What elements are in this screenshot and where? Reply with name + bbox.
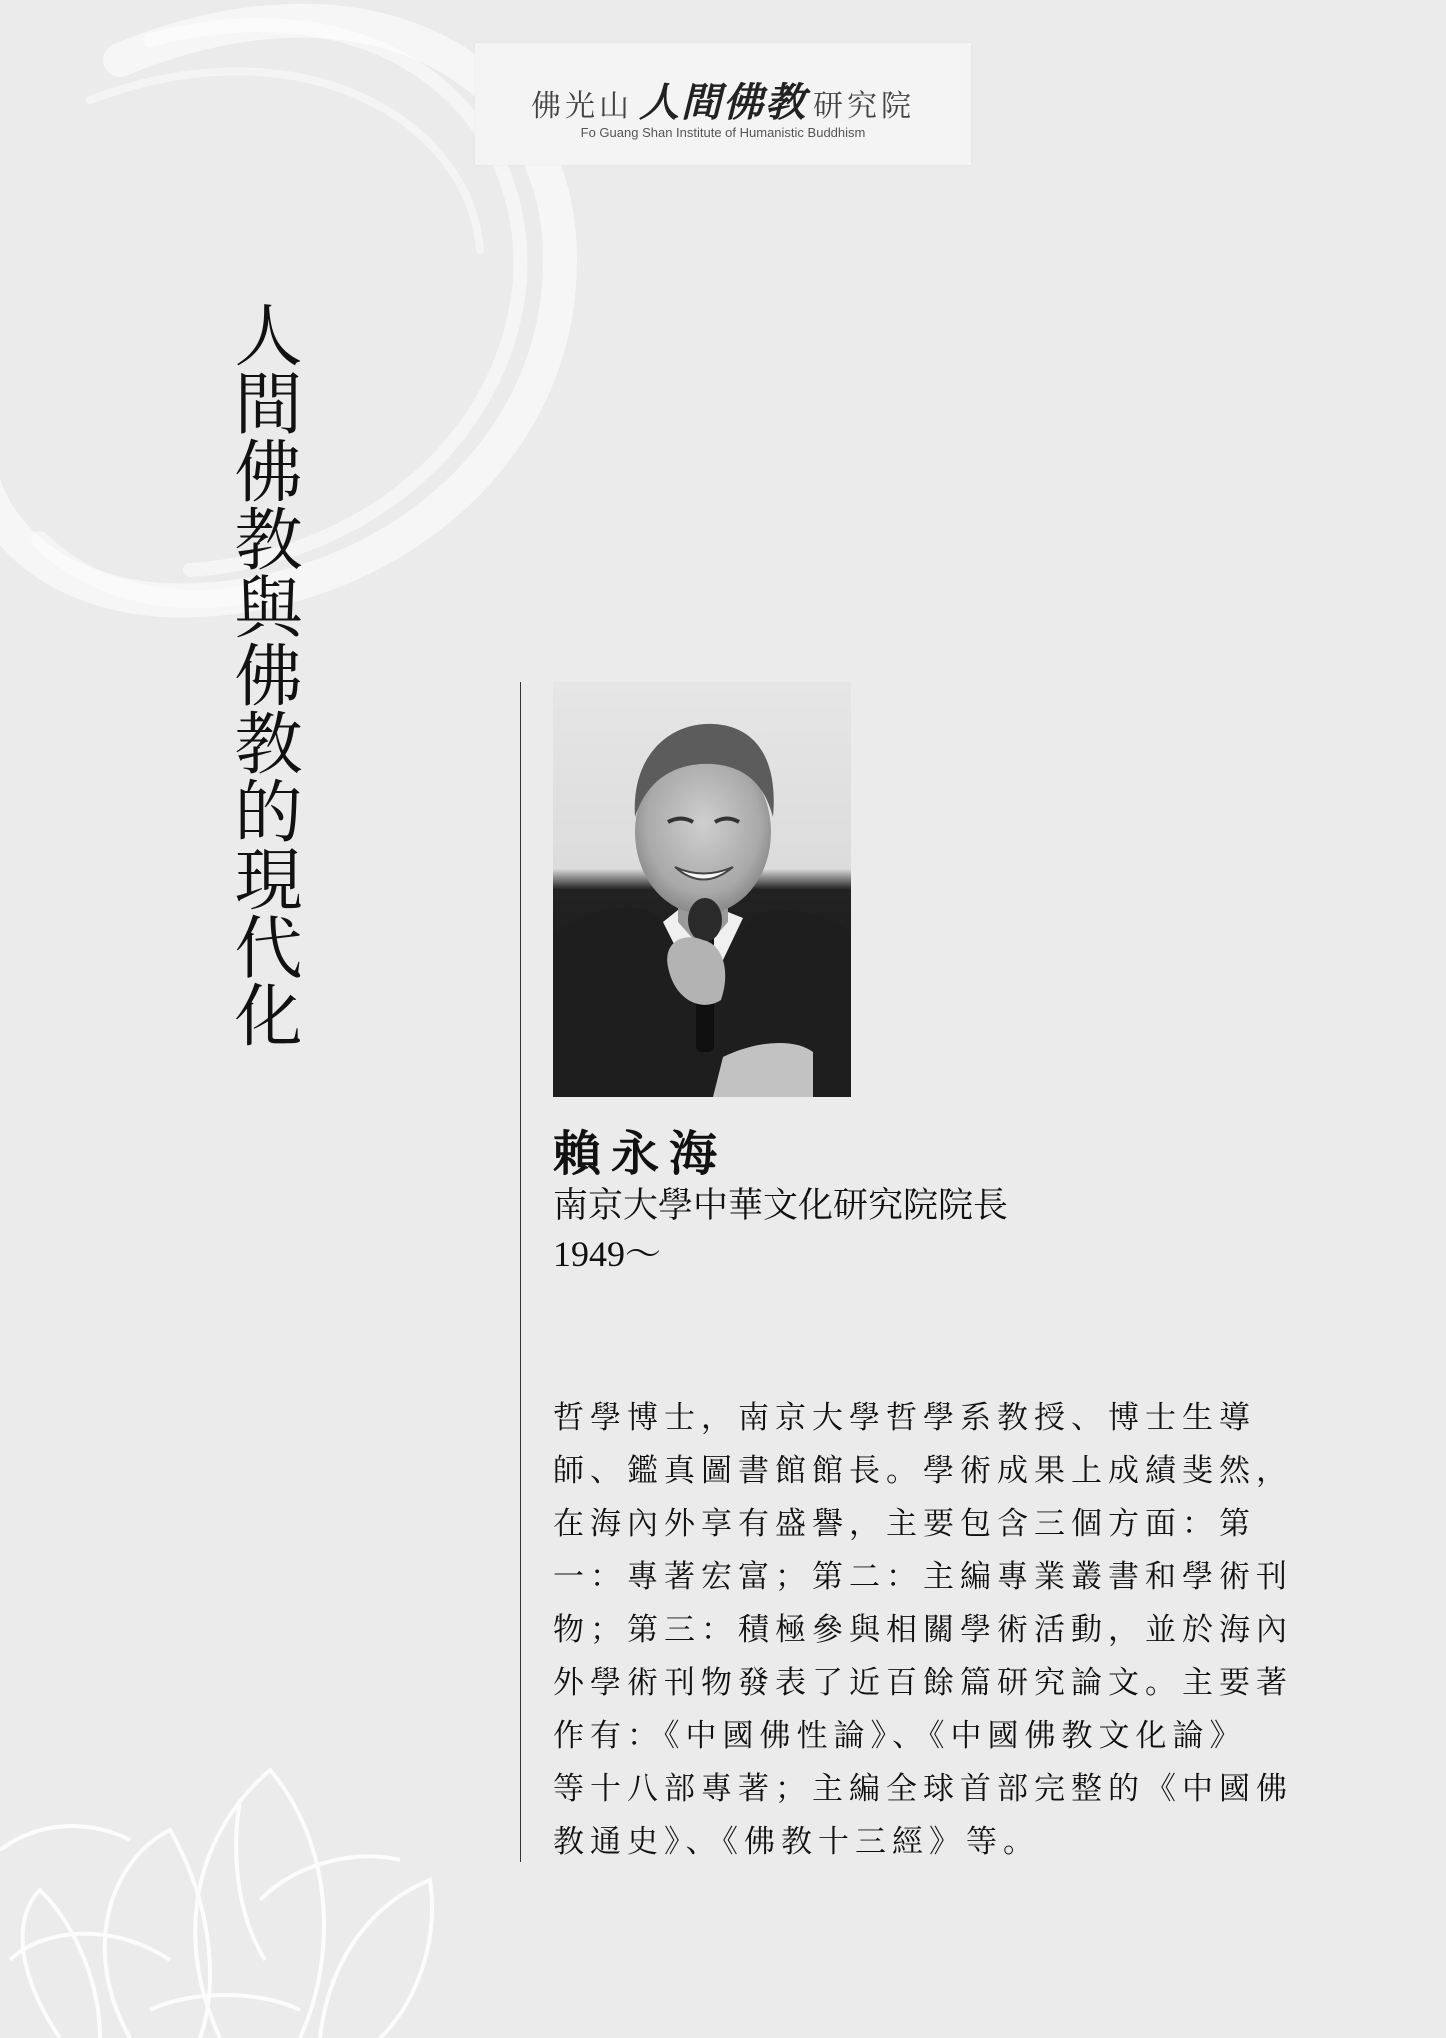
bio-line: 外學術刊物發表了近百餘篇研究論文。主要著 (553, 1665, 1293, 1701)
bio-line: 物；第三：積極參與相關學術活動，並於海內 (553, 1612, 1293, 1648)
lotus-decoration (0, 1770, 432, 2038)
institute-english-name: Fo Guang Shan Institute of Humanistic Buddhism (580, 125, 866, 140)
author-birth-year: 1949～ (553, 1234, 662, 1274)
author-biography (553, 1392, 1293, 1869)
author-name: 賴永海 (553, 1126, 728, 1182)
author-affiliation: 南京大學中華文化研究院院長 (553, 1186, 1009, 1226)
portrait-illustration (553, 682, 851, 1097)
vertical-divider (520, 682, 521, 1862)
institute-name (475, 71, 971, 128)
bio-line: 一：專著宏富；第二：主編專業叢書和學術刊 (553, 1559, 1293, 1595)
bio-line: 哲學博士，南京大學哲學系教授、博士生導 (553, 1400, 1256, 1436)
bio-line: 作有：《中國佛性論》、《中國佛教文化論》 (553, 1718, 1247, 1754)
institute-name-calligraphy: 人間佛教 (639, 79, 807, 126)
bio-line: 教通史》、《佛教十三經》等。 (553, 1824, 1040, 1860)
bio-line: 師、鑑真圖書館館長。學術成果上成績斐然， (553, 1453, 1293, 1489)
institute-name-suffix: 研究院 (813, 89, 915, 124)
author-portrait-photo (553, 682, 851, 1097)
page-title: 人間佛教與佛教的現代化 (223, 300, 302, 1048)
bio-line: 在海內外享有盛譽，主要包含三個方面：第 (553, 1506, 1256, 1542)
institute-logo-banner (475, 43, 971, 165)
bio-line: 等十八部專著；主編全球首部完整的《中國佛 (553, 1771, 1293, 1807)
institute-name-prefix: 佛光山 (531, 89, 633, 124)
